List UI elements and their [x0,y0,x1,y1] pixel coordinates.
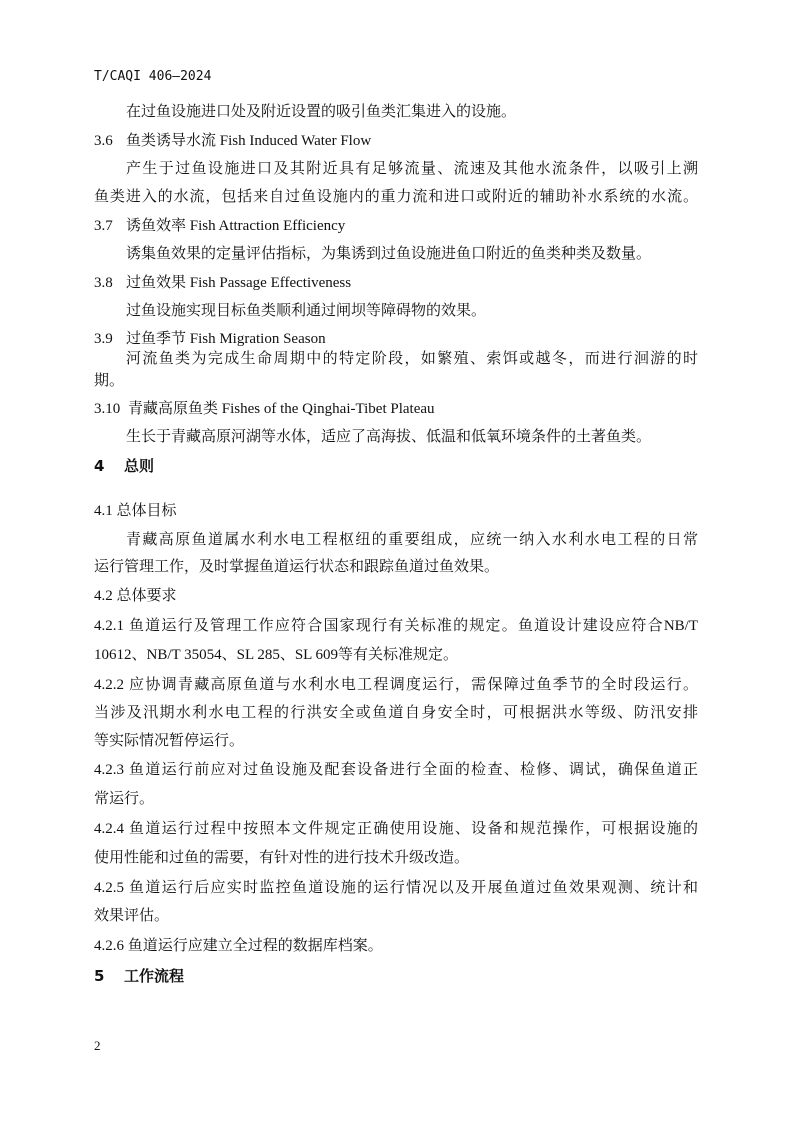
paragraph-line: 运行管理工作，及时掌握鱼道运行状态和跟踪鱼道过鱼效果。 [94,559,500,575]
chapter-number: 4 [94,457,105,475]
term-number: 3.10 [94,401,121,417]
paragraph-line: 过鱼设施实现目标鱼类顺利通过闸坝等障碍物的效果。 [126,303,487,319]
clause-line: 4.2.6 鱼道运行应建立全过程的数据库档案。 [94,938,383,954]
paragraph-line: 河流鱼类为完成生命周期中的特定阶段，如繁殖、索饵或越冬，而进行洄游的时 [126,351,698,367]
paragraph-line: 期。 [94,373,125,389]
term-title: 青藏高原鱼类 Fishes of the Qinghai-Tibet Plateau [128,401,435,417]
paragraph-line: 鱼类进入的水流，包括来自过鱼设施内的重力流和进口或附近的辅助补水系统的水流。 [94,189,698,205]
clause-line: 当涉及汛期水利水电工程的行洪安全或鱼道自身安全时，可根据洪水等级、防汛安排 [94,705,698,721]
term-heading-3-8 [94,274,351,292]
paragraph-line: 在过鱼设施进口处及附近设置的吸引鱼类汇集进入的设施。 [126,104,517,120]
term-number: 3.6 [94,133,113,149]
clause-line: 效果评估。 [94,908,170,924]
clause-line: 使用性能和过鱼的需要，有针对性的进行技术升级改造。 [94,850,470,866]
chapter-heading-4 [94,457,154,475]
term-title: 鱼类诱导水流 Fish Induced Water Flow [126,133,372,149]
term-number: 3.8 [94,275,113,291]
clause-line: 4.2.4 鱼道运行过程中按照本文件规定正确使用设施、设备和规范操作，可根据设施的 [94,821,698,837]
clause-line: 4.2.3 鱼道运行前应对过鱼设施及配套设备进行全面的检查、检修、调试，确保鱼道正 [94,762,698,778]
term-heading-3-7 [94,217,345,235]
term-heading-3-9 [94,330,326,348]
subsection-heading-4-2: 4.2 总体要求 [94,588,177,604]
term-number: 3.9 [94,331,113,347]
term-heading-3-6 [94,132,371,150]
subsection-heading-4-1: 4.1 总体目标 [94,503,177,519]
paragraph-line: 产生于过鱼设施进口及其附近具有足够流量、流速及其他水流条件，以吸引上溯 [126,161,698,177]
paragraph-line: 诱集鱼效果的定量评估指标，为集诱到过鱼设施进鱼口附近的鱼类种类及数量。 [126,246,652,262]
term-title: 过鱼效果 Fish Passage Effectiveness [126,275,352,291]
clause-line: 4.2.1 鱼道运行及管理工作应符合国家现行有关标准的规定。鱼道设计建设应符合NB/T [94,618,698,634]
term-heading-3-10 [94,400,435,418]
clause-line: 常运行。 [94,791,155,807]
paragraph-line: 青藏高原鱼道属水利水电工程枢纽的重要组成，应统一纳入水利水电工程的日常 [126,532,698,548]
page-number: 2 [94,1038,101,1053]
paragraph-line: 生长于青藏高原河湖等水体，适应了高海拔、低温和低氧环境条件的土著鱼类。 [126,429,652,445]
clause-line: 4.2.5 鱼道运行后应实时监控鱼道设施的运行情况以及开展鱼道过鱼效果观测、统计和 [94,880,698,896]
chapter-number: 5 [94,967,105,985]
term-number: 3.7 [94,218,113,234]
term-title: 诱鱼效率 Fish Attraction Efficiency [126,218,346,234]
chapter-heading-5 [94,967,184,985]
document-header-code: T/CAQI 406—2024 [94,69,212,84]
clause-line: 等实际情况暂停运行。 [94,733,245,749]
chapter-title: 总则 [124,457,155,475]
clause-line: 4.2.2 应协调青藏高原鱼道与水利水电工程调度运行，需保障过鱼季节的全时段运行。 [94,677,698,693]
clause-line: 10612、NB/T 35054、SL 285、SL 609等有关标准规定。 [94,647,459,663]
chapter-title: 工作流程 [124,967,185,985]
term-title: 过鱼季节 Fish Migration Season [126,331,326,347]
